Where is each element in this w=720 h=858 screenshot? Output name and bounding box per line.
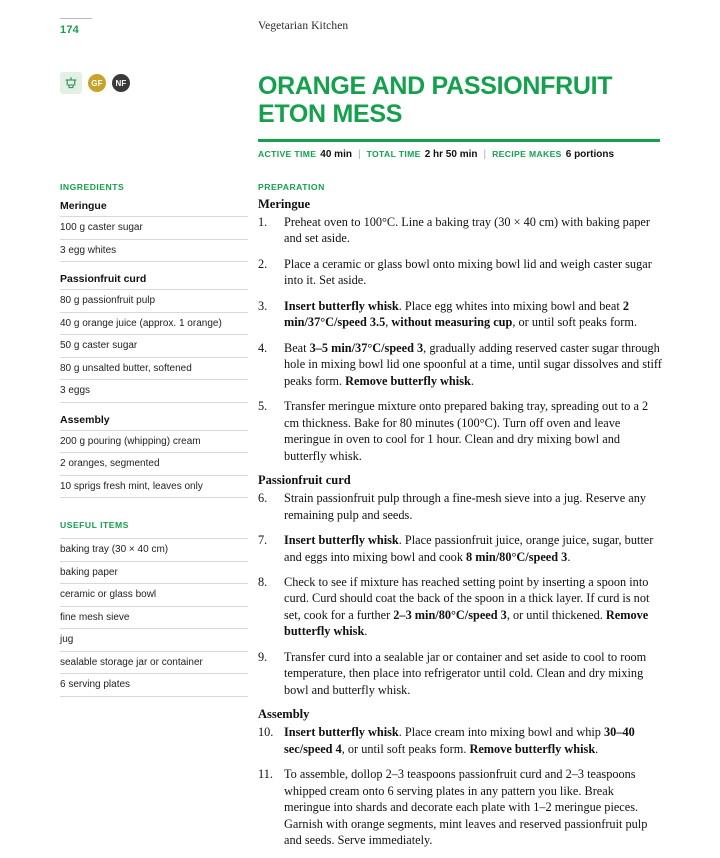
ingredients-column (60, 182, 248, 697)
ingredient-group (60, 414, 248, 499)
step-text: Insert butterfly whisk. Place passionfruit juice, orange juice, sugar, butter and eggs into mixing bowl and cook 8 min/80°C/speed 3. (284, 533, 654, 564)
step-text: Insert butterfly whisk. Place cream into mixing bowl and whip 30–40 sec/speed 4, or until soft peaks form. Remove butterfly whisk. (284, 725, 635, 756)
preparation-step (258, 532, 662, 565)
ingredient-item: 100 g caster sugar (60, 217, 248, 240)
step-number: 8. (258, 574, 268, 589)
title-rule (258, 139, 660, 142)
preparation-heading: PREPARATION (258, 182, 325, 192)
recipe-title-line-1: ORANGE AND PASSIONFRUIT (258, 72, 613, 100)
step-number: 11. (258, 767, 273, 782)
active-time-label: ACTIVE TIME (258, 149, 317, 159)
ingredient-group-title: Assembly (60, 414, 248, 431)
preparation-step (258, 724, 662, 757)
step-number: 2. (258, 256, 268, 271)
useful-item: jug (60, 629, 248, 652)
preparation-group (258, 197, 662, 464)
ingredient-group-title: Passionfruit curd (60, 273, 248, 290)
useful-item: sealable storage jar or container (60, 652, 248, 675)
step-text: Place a ceramic or glass bowl onto mixing bowl lid and weigh caster sugar into it. Set aside. (284, 256, 652, 288)
total-time-value: 2 hr 50 min (424, 149, 478, 160)
ingredient-group (60, 200, 248, 262)
useful-item: baking tray (30 × 40 cm) (60, 538, 248, 562)
ingredient-item: 2 oranges, segmented (60, 453, 248, 476)
step-number: 1. (258, 215, 268, 229)
preparation-step (258, 766, 662, 848)
step-text: Transfer meringue mixture onto prepared baking tray, spreading out to a 2 cm thickness. Bake for 80 minutes (100°C). Turn off oven and leave meringue in oven to cool for 1 hour. Clean and dry mixing bowl and butterfly whisk. (284, 399, 649, 463)
useful-item: fine mesh sieve (60, 607, 248, 630)
dietary-badges (60, 72, 130, 94)
recipe-makes-value: 6 portions (565, 149, 615, 160)
preparation-step (258, 340, 662, 389)
meta-separator-1: | (357, 149, 361, 160)
preparation-groups (258, 197, 662, 849)
recipe-meta (258, 149, 660, 160)
step-number: 9. (258, 649, 268, 664)
step-text: Beat 3–5 min/37°C/speed 3, gradually adding reserved caster sugar through hole in mixing bowl lid one spoonful at a time, until sugar dissolves and stiff peaks form. Remove butterfly whisk. (284, 340, 662, 388)
folio-rule (60, 18, 92, 19)
preparation-step (258, 256, 662, 289)
step-text: Strain passionfruit pulp through a fine-mesh sieve into a jug. Reserve any remaining pulp and seeds. (284, 491, 646, 522)
useful-item: baking paper (60, 562, 248, 585)
total-time-label: TOTAL TIME (366, 149, 421, 159)
preparation-step (258, 214, 662, 247)
preparation-group-title: Assembly (258, 707, 310, 722)
badge-nut-free: NF (112, 74, 130, 92)
ingredient-item: 3 egg whites (60, 240, 248, 263)
useful-item: 6 serving plates (60, 674, 248, 697)
recipe-title-line-2: ETON MESS (258, 100, 403, 128)
preparation-step (258, 649, 662, 698)
ingredient-item: 80 g passionfruit pulp (60, 290, 248, 313)
ingredient-group-title: Meringue (60, 200, 248, 217)
ingredient-item: 80 g unsalted butter, softened (60, 358, 248, 381)
useful-items-list (60, 538, 248, 697)
useful-items-heading: USEFUL ITEMS (60, 520, 129, 530)
appliance-icon (60, 72, 82, 94)
folio (60, 18, 104, 36)
preparation-step (258, 574, 662, 640)
ingredient-item: 3 eggs (60, 380, 248, 403)
step-text: Check to see if mixture has reached setting point by inserting a spoon into curd. Curd should coat the back of the spoon in a thick layer. If curd is not set, cook for a further 2–3 min/80°C/speed 3, or until thickened. Remove butterfly whisk. (284, 574, 650, 639)
meta-separator-2: | (483, 149, 487, 160)
preparation-group (258, 473, 662, 698)
title-block (258, 72, 660, 160)
step-number: 10. (258, 725, 274, 740)
step-number: 3. (258, 298, 268, 313)
step-text: To assemble, dollop 2–3 teaspoons passionfruit curd and 2–3 teaspoons whipped cream onto 6 serving plates in any pattern you like. Break meringue into shards and decorate each plate with 1–2 meringue pieces. Garnish with orange segments, mint leaves and reserved passionfruit pulp and seeds. Serve immediately. (284, 767, 648, 848)
step-number: 5. (258, 399, 268, 414)
ingredient-group (60, 273, 248, 403)
preparation-group (258, 707, 662, 848)
page-number: 174 (60, 24, 79, 36)
step-number: 7. (258, 533, 268, 548)
useful-item: ceramic or glass bowl (60, 584, 248, 607)
step-text: Preheat oven to 100°C. Line a baking tray (30 × 40 cm) with baking paper and set aside. (284, 215, 650, 246)
badge-gluten-free: GF (88, 74, 106, 92)
ingredient-item: 10 sprigs fresh mint, leaves only (60, 476, 248, 499)
step-number: 4. (258, 340, 268, 355)
ingredient-item: 200 g pouring (whipping) cream (60, 431, 248, 454)
recipe-makes-label: RECIPE MAKES (492, 149, 562, 159)
step-text: Insert butterfly whisk. Place egg whites into mixing bowl and beat 2 min/37°C/speed 3.5, without measuring cup, or until soft peaks form. (284, 298, 638, 330)
useful-items-block (60, 520, 248, 697)
preparation-step (258, 490, 662, 523)
ingredients-heading: INGREDIENTS (60, 182, 125, 192)
active-time-value: 40 min (320, 149, 352, 160)
preparation-step (258, 298, 662, 331)
preparation-column (258, 182, 662, 858)
step-text: Transfer curd into a sealable jar or container and set aside to cool to room temperature, then place into refrigerator until cold. Clean and dry mixing bowl and butterfly whisk. (284, 649, 647, 697)
recipe-title (258, 72, 660, 128)
running-head: Vegetarian Kitchen (258, 20, 349, 32)
preparation-group-title: Meringue (258, 197, 311, 211)
preparation-step (258, 398, 662, 464)
ingredient-groups (60, 200, 248, 498)
ingredient-item: 50 g caster sugar (60, 335, 248, 358)
preparation-group-title: Passionfruit curd (258, 473, 351, 488)
step-number: 6. (258, 491, 268, 506)
ingredient-item: 40 g orange juice (approx. 1 orange) (60, 313, 248, 336)
